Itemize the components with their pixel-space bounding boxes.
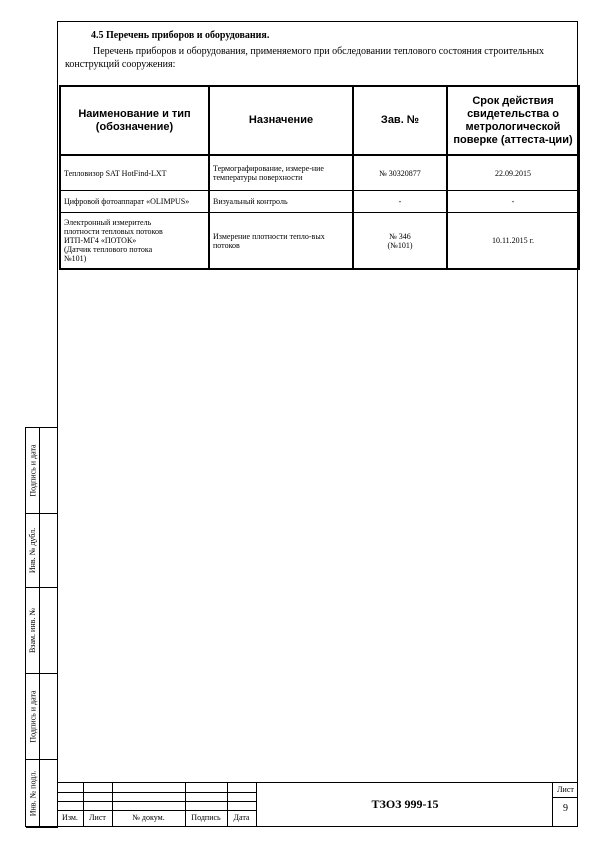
- cell-validity: -: [447, 191, 579, 213]
- cell-name: Цифровой фотоаппарат «OLIMPUS»: [60, 191, 209, 213]
- header-serial: Зав. №: [353, 86, 447, 155]
- table-header-row: [60, 86, 579, 155]
- cell-purpose: Измерение плотности тепло-вых потоков: [209, 213, 353, 270]
- side-label: Инв. № дубл.: [28, 527, 38, 574]
- sheet-number: 9: [563, 803, 568, 814]
- table-row: [60, 155, 579, 191]
- col-signature: Подпись: [191, 813, 221, 822]
- cell-name: Тепловизор SAT HotFind-LXT: [60, 155, 209, 191]
- cell-validity: 10.11.2015 г.: [447, 213, 579, 270]
- header-purpose: Назначение: [209, 86, 353, 155]
- binding-strip: [25, 427, 57, 827]
- cell-name-line: ИТП-МГ4 «ПОТОК»: [64, 236, 137, 245]
- cell-serial-line: (№101): [387, 240, 413, 250]
- cell-serial-line: № 346: [389, 231, 411, 241]
- cell-name-line: плотности тепловых потоков: [64, 227, 163, 236]
- document-code: ТЗОЗ 999-15: [371, 797, 439, 811]
- cell-purpose: Визуальный контроль: [209, 191, 353, 213]
- side-label: Подпись и дата: [28, 444, 38, 497]
- col-date: Дата: [233, 813, 250, 822]
- cell-name-line: (Датчик теплового потока: [64, 245, 153, 254]
- cell-name-line: Электронный измеритель: [64, 218, 152, 227]
- cell-serial: [353, 213, 447, 270]
- cell-serial: -: [353, 191, 447, 213]
- table-row: [60, 213, 579, 270]
- cell-serial: № 30320877: [353, 155, 447, 191]
- intro-paragraph: Перечень приборов и оборудования, применяемого при обследовании теплового состояния строительных конструкций сооружения:: [65, 46, 545, 70]
- col-list: Лист: [89, 813, 106, 822]
- cell-name: [60, 213, 209, 270]
- cell-validity: 22.09.2015: [447, 155, 579, 191]
- header-validity: Срок действия свидетельства о метрологической поверке (аттеста-ции): [447, 86, 579, 155]
- sheet-label: Лист: [557, 785, 574, 794]
- side-label: Взам. инв. №: [28, 607, 38, 654]
- section-title: 4.5 Перечень приборов и оборудования.: [91, 30, 270, 41]
- equipment-table: [59, 85, 580, 270]
- col-izm: Изм.: [62, 813, 78, 822]
- side-label: Инв. № подл.: [28, 770, 38, 817]
- cell-purpose: Термографирование, измере-ние температуры поверхности: [209, 155, 353, 191]
- header-name: Наименование и тип (обозначение): [60, 86, 209, 155]
- col-doc-number: № докум.: [132, 813, 165, 822]
- table-row: [60, 191, 579, 213]
- side-label: Подпись и дата: [28, 690, 38, 743]
- cell-name-line: №101): [64, 254, 87, 263]
